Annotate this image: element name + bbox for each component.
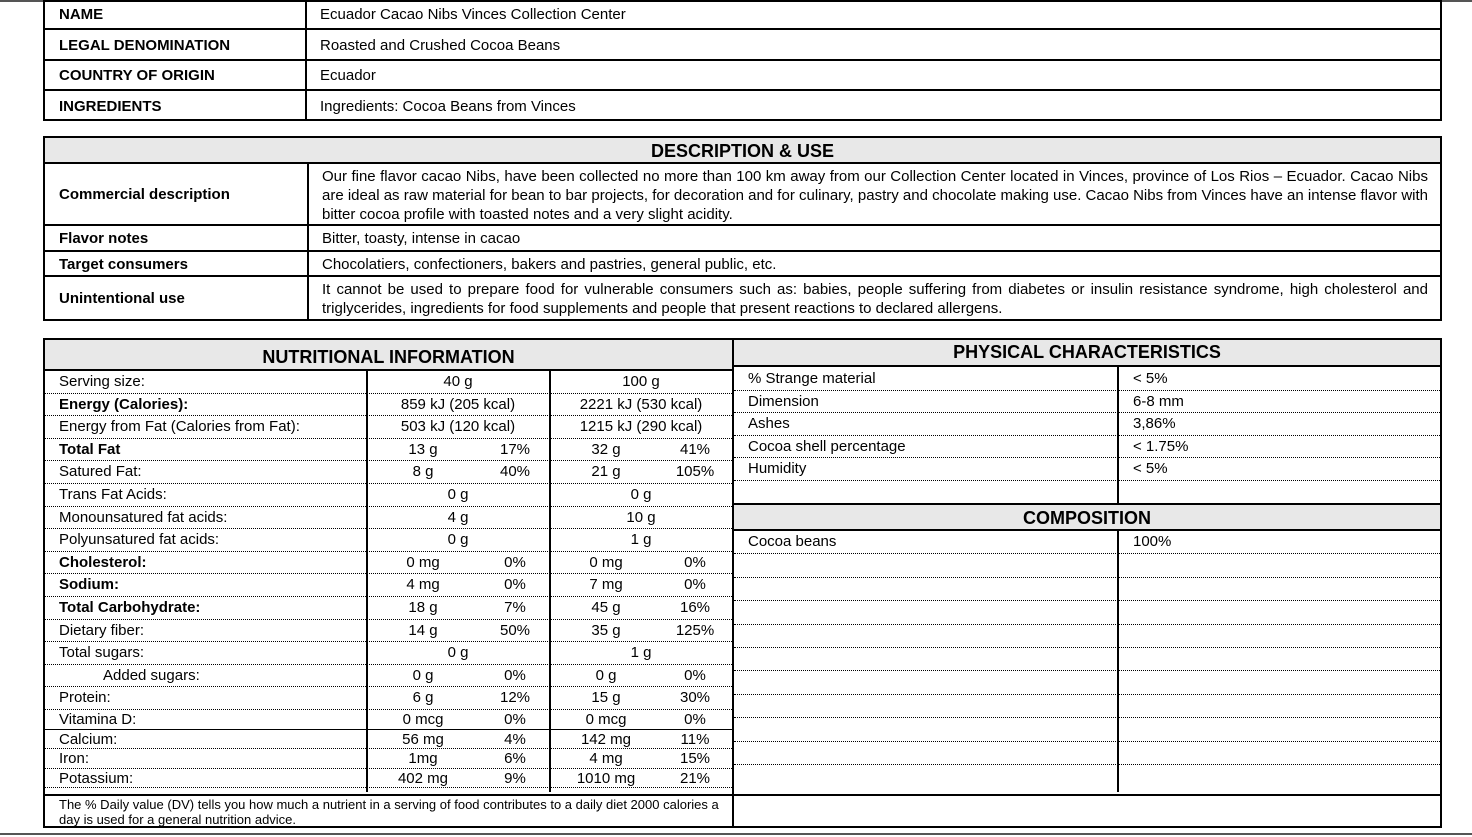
- nutrition-value-serving: 859 kJ (205 kcal): [400, 395, 516, 413]
- nutrition-dv-serving: 12%: [499, 689, 531, 707]
- composition-row: [734, 625, 1440, 648]
- physical-title: PHYSICAL CHARACTERISTICS: [734, 340, 1440, 365]
- nutrition-value-serving: 40 g: [443, 373, 473, 390]
- nutrition-label: Sodium:: [59, 576, 119, 594]
- nutrition-label: Cholesterol:: [59, 553, 147, 571]
- nutrition-dv-100g: 105%: [675, 463, 715, 481]
- nutrition-dv-serving: 40%: [499, 463, 531, 481]
- description-value-flavor: Bitter, toasty, intense in cacao: [322, 230, 521, 247]
- nutrition-title: NUTRITIONAL INFORMATION: [45, 340, 732, 369]
- nutrition-row: [45, 371, 732, 394]
- nutrition-dv-100g: 41%: [679, 440, 711, 458]
- nutrition-value-serving: 0 g: [447, 644, 469, 662]
- nutrition-value-serving: 4 g: [447, 508, 469, 526]
- physical-row: [734, 458, 1440, 481]
- physical-label: Dimension: [748, 392, 819, 410]
- nutrition-row: [45, 665, 732, 688]
- nutrition-value-100g: 2221 kJ (530 kcal): [579, 395, 703, 413]
- composition-value: 100%: [1133, 533, 1172, 550]
- nutrition-label: Total Fat: [59, 440, 121, 458]
- physical-value: < 1.75%: [1133, 437, 1189, 455]
- nutrition-dv-serving: 4%: [504, 730, 526, 748]
- nutrition-dv-100g: 15%: [679, 750, 711, 767]
- composition-row: [734, 671, 1440, 694]
- nutrition-value-100g: 100 g: [622, 373, 660, 390]
- physical-row: [734, 436, 1440, 459]
- nutrition-dv-serving: 0%: [504, 576, 526, 594]
- nutrition-value-100g: 4 mg: [589, 750, 623, 767]
- nutrition-label: Polyunsatured fat acids:: [59, 531, 220, 549]
- composition-row: [734, 742, 1440, 765]
- product-label-legal: LEGAL DENOMINATION: [59, 37, 231, 54]
- physical-label: Humidity: [748, 460, 807, 478]
- nutrition-label: Satured Fat:: [59, 463, 142, 481]
- product-label-country: COUNTRY OF ORIGIN: [59, 67, 215, 84]
- physical-label: % Strange material: [748, 370, 876, 387]
- nutrition-row: [45, 507, 732, 530]
- composition-table: [734, 531, 1440, 794]
- nutrition-value-100g: 35 g: [591, 621, 621, 639]
- nutrition-label: Iron:: [59, 750, 90, 767]
- nutrition-value-100g: 10 g: [626, 508, 656, 526]
- nutrition-dv-100g: 0%: [684, 576, 706, 594]
- product-value-country: Ecuador: [320, 67, 376, 84]
- product-table: [43, 0, 1442, 121]
- nutrition-value-serving: 0 mg: [406, 553, 440, 571]
- nutrition-dv-100g: 0%: [684, 666, 706, 684]
- nutrition-dv-100g: 0%: [684, 553, 706, 571]
- nutrition-value-serving: 402 mg: [397, 769, 449, 787]
- nutrition-label: Added sugars:: [103, 666, 200, 684]
- composition-row: [734, 765, 1440, 788]
- nutrition-label: Total sugars:: [59, 644, 145, 662]
- description-label-commercial: Commercial description: [59, 186, 230, 203]
- physical-label: Cocoa shell percentage: [748, 437, 906, 455]
- description-label-target: Target consumers: [59, 256, 188, 273]
- product-value-name: Ecuador Cacao Nibs Vinces Collection Center: [320, 6, 626, 23]
- nutrition-value-serving: 1mg: [408, 750, 438, 767]
- nutrition-label: Serving size:: [59, 373, 145, 390]
- nutrition-dv-100g: 16%: [679, 599, 711, 616]
- nutrition-value-serving: 18 g: [408, 599, 438, 616]
- physical-value: < 5%: [1133, 460, 1168, 478]
- nutrition-value-serving: 56 mg: [402, 730, 444, 748]
- nutrition-value-100g: 0 g: [630, 486, 652, 503]
- nutrition-value-100g: 1010 mg: [576, 769, 636, 787]
- nutrition-value-100g: 0 mcg: [585, 711, 627, 728]
- nutrition-value-serving: 0 g: [447, 531, 469, 549]
- description-title: DESCRIPTION & USE: [45, 138, 1440, 163]
- nutrition-value-100g: 0 g: [595, 666, 617, 684]
- product-label-ingredients: INGREDIENTS: [59, 98, 162, 115]
- nutrition-value-serving: 6 g: [412, 689, 434, 707]
- nutrition-row: [45, 597, 732, 620]
- physical-row: [734, 413, 1440, 436]
- description-label-flavor: Flavor notes: [59, 230, 149, 247]
- physical-label: Ashes: [748, 415, 790, 433]
- nutrition-row: [45, 769, 732, 789]
- nutrition-value-100g: 7 mg: [589, 576, 623, 594]
- physical-value: 6-8 mm: [1133, 392, 1184, 410]
- nutrition-value-100g: 142 mg: [580, 730, 632, 748]
- nutrition-row: [45, 687, 732, 710]
- nutrition-label: Calcium:: [59, 730, 118, 748]
- composition-row: [734, 648, 1440, 671]
- nutrition-value-100g: 1 g: [630, 531, 652, 549]
- nutrition-dv-serving: 0%: [504, 711, 526, 728]
- nutrition-value-serving: 14 g: [408, 621, 438, 639]
- nutrition-dv-serving: 17%: [499, 440, 531, 458]
- nutrition-table: [45, 371, 732, 796]
- nutrition-row: [45, 416, 732, 439]
- nutrition-row: [45, 552, 732, 575]
- product-value-ingredients: Ingredients: Cocoa Beans from Vinces: [320, 98, 576, 115]
- nutrition-dv-serving: 0%: [504, 553, 526, 571]
- nutrition-dv-serving: 6%: [504, 750, 526, 767]
- nutrition-value-serving: 503 kJ (120 kcal): [400, 418, 516, 436]
- nutrition-row: [45, 730, 732, 750]
- physical-table: [734, 368, 1440, 504]
- nutrition-row: [45, 394, 732, 417]
- nutrition-value-100g: 32 g: [591, 440, 621, 458]
- description-label-unintentional: Unintentional use: [59, 290, 185, 307]
- nutrition-value-serving: 8 g: [412, 463, 434, 481]
- nutrition-row: [45, 620, 732, 643]
- nutrition-value-serving: 13 g: [408, 440, 438, 458]
- nutrition-label: Potassium:: [59, 769, 134, 787]
- description-value-commercial: Our fine flavor cacao Nibs, have been collected no more than 100 km away from our Collection Center located in Vinces, province of Los Rios – Ecuador. Cacao Nibs are ideal as raw material for bean to bar projects, for decoration and for culinary, pastry and chocolate making use. Cacao Nibs from Vinces have an intense flavor with bitter cocoa profile with toasted notes and a very slight acidity.: [322, 168, 1428, 223]
- nutrition-dv-100g: 125%: [675, 621, 715, 639]
- description-table: [43, 136, 1442, 321]
- composition-row: [734, 554, 1440, 577]
- nutrition-value-serving: 0 mcg: [402, 711, 444, 728]
- composition-label: Cocoa beans: [748, 533, 837, 550]
- nutrition-row: [45, 484, 732, 507]
- nutrition-value-serving: 4 mg: [406, 576, 440, 594]
- nutrition-row: [45, 749, 732, 769]
- nutrition-dv-serving: 50%: [499, 621, 531, 639]
- nutrition-label: Trans Fat Acids:: [59, 486, 167, 503]
- nutrition-dv-serving: 7%: [504, 599, 526, 616]
- physical-row: [734, 368, 1440, 391]
- characteristics-section: [43, 338, 1442, 828]
- nutrition-row: [45, 642, 732, 665]
- description-value-target: Chocolatiers, confectioners, bakers and pastries, general public, etc.: [322, 256, 777, 273]
- bottom-border: [0, 833, 1472, 835]
- product-label-name: NAME: [59, 6, 104, 23]
- nutrition-label: Energy (Calories):: [59, 395, 189, 413]
- nutrition-dv-100g: 11%: [680, 730, 710, 748]
- nutrition-value-100g: 1215 kJ (290 kcal): [579, 418, 703, 436]
- physical-value: 3,86%: [1133, 415, 1176, 433]
- composition-title: COMPOSITION: [734, 505, 1440, 529]
- nutrition-label: Dietary fiber:: [59, 621, 145, 639]
- nutrition-value-100g: 15 g: [591, 689, 621, 707]
- description-value-unintentional: It cannot be used to prepare food for vulnerable consumers such as: babies, people suffering from diabetes or insulin resistance syndrome, high cholesterol and triglycerides, ingredients for food supplements and people that present reactions to declared allergens.: [322, 281, 1428, 317]
- physical-value: < 5%: [1133, 370, 1168, 387]
- nutrition-label: Monounsatured fat acids:: [59, 508, 228, 526]
- nutrition-row: [45, 529, 732, 552]
- nutrition-dv-serving: 9%: [504, 769, 526, 787]
- composition-row: [734, 531, 1440, 554]
- nutrition-value-100g: 21 g: [591, 463, 621, 481]
- nutrition-value-serving: 0 g: [412, 666, 434, 684]
- nutrition-label: Protein:: [59, 689, 111, 707]
- composition-row: [734, 578, 1440, 601]
- nutrition-dv-100g: 30%: [679, 689, 711, 707]
- nutrition-row: [45, 574, 732, 597]
- nutrition-dv-100g: 21%: [679, 769, 711, 787]
- nutrition-value-100g: 1 g: [630, 644, 652, 662]
- nutrition-row: [45, 710, 732, 730]
- nutrition-row: [45, 461, 732, 484]
- physical-row: [734, 391, 1440, 414]
- nutrition-value-100g: 0 mg: [589, 553, 623, 571]
- composition-row: [734, 695, 1440, 718]
- composition-row: [734, 601, 1440, 624]
- nutrition-value-100g: 45 g: [591, 599, 621, 616]
- nutrition-label: Energy from Fat (Calories from Fat):: [59, 418, 300, 436]
- nutrition-label: Total Carbohydrate:: [59, 599, 201, 616]
- nutrition-dv-100g: 0%: [684, 711, 706, 728]
- nutrition-dv-serving: 0%: [504, 666, 526, 684]
- nutrition-row: [45, 439, 732, 462]
- nutrition-footnote: The % Daily value (DV) tells you how much a nutrient in a serving of food contributes to a daily diet 2000 calories a day is used for a general nutrition advice.: [59, 797, 719, 827]
- nutrition-value-serving: 0 g: [447, 486, 469, 503]
- nutrition-label: Vitamina D:: [59, 711, 137, 728]
- product-value-legal: Roasted and Crushed Cocoa Beans: [320, 37, 561, 54]
- physical-row: [734, 481, 1440, 504]
- composition-row: [734, 718, 1440, 741]
